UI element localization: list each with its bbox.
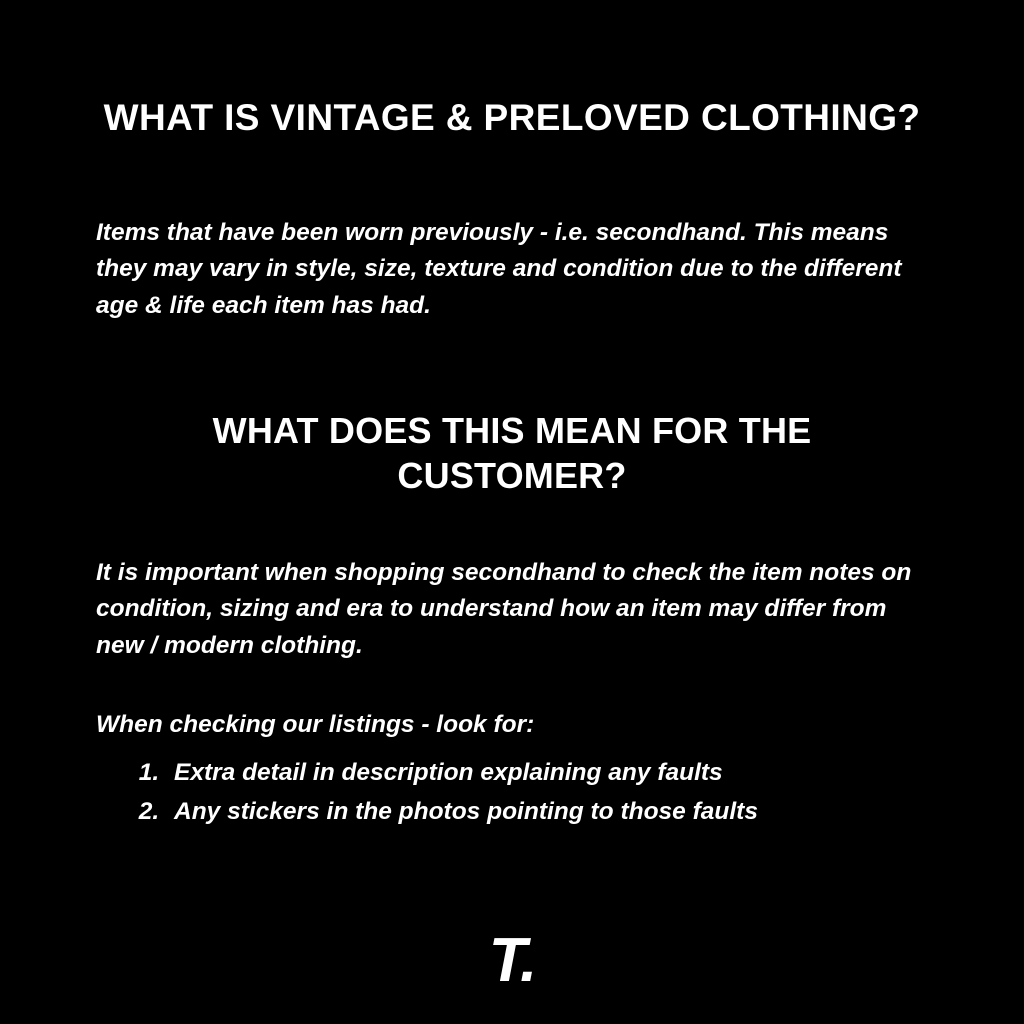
page-title: WHAT IS VINTAGE & PRELOVED CLOTHING? <box>103 96 921 138</box>
paragraph-customer-guidance: It is important when shopping secondhand to check the item notes on condition, sizing and era to understand how an item may differ from new / modern clothing. <box>96 558 912 659</box>
list-item: 2. Any stickers in the photos pointing to those faults <box>166 793 986 832</box>
paragraph-definition: Items that have been worn previously - i.e. secondhand. This means they may vary in style, size, texture and condition due to the different age & life each item has had. <box>96 218 902 319</box>
paragraph-listings-prompt: When checking our listings - look for: <box>96 710 535 738</box>
section-heading-customer: WHAT DOES THIS MEAN FOR THE CUSTOMER? <box>212 409 812 496</box>
checklist <box>118 754 986 831</box>
brand-logo: T. <box>488 926 536 995</box>
list-item: 1. Extra detail in description explaining any faults <box>166 754 986 793</box>
